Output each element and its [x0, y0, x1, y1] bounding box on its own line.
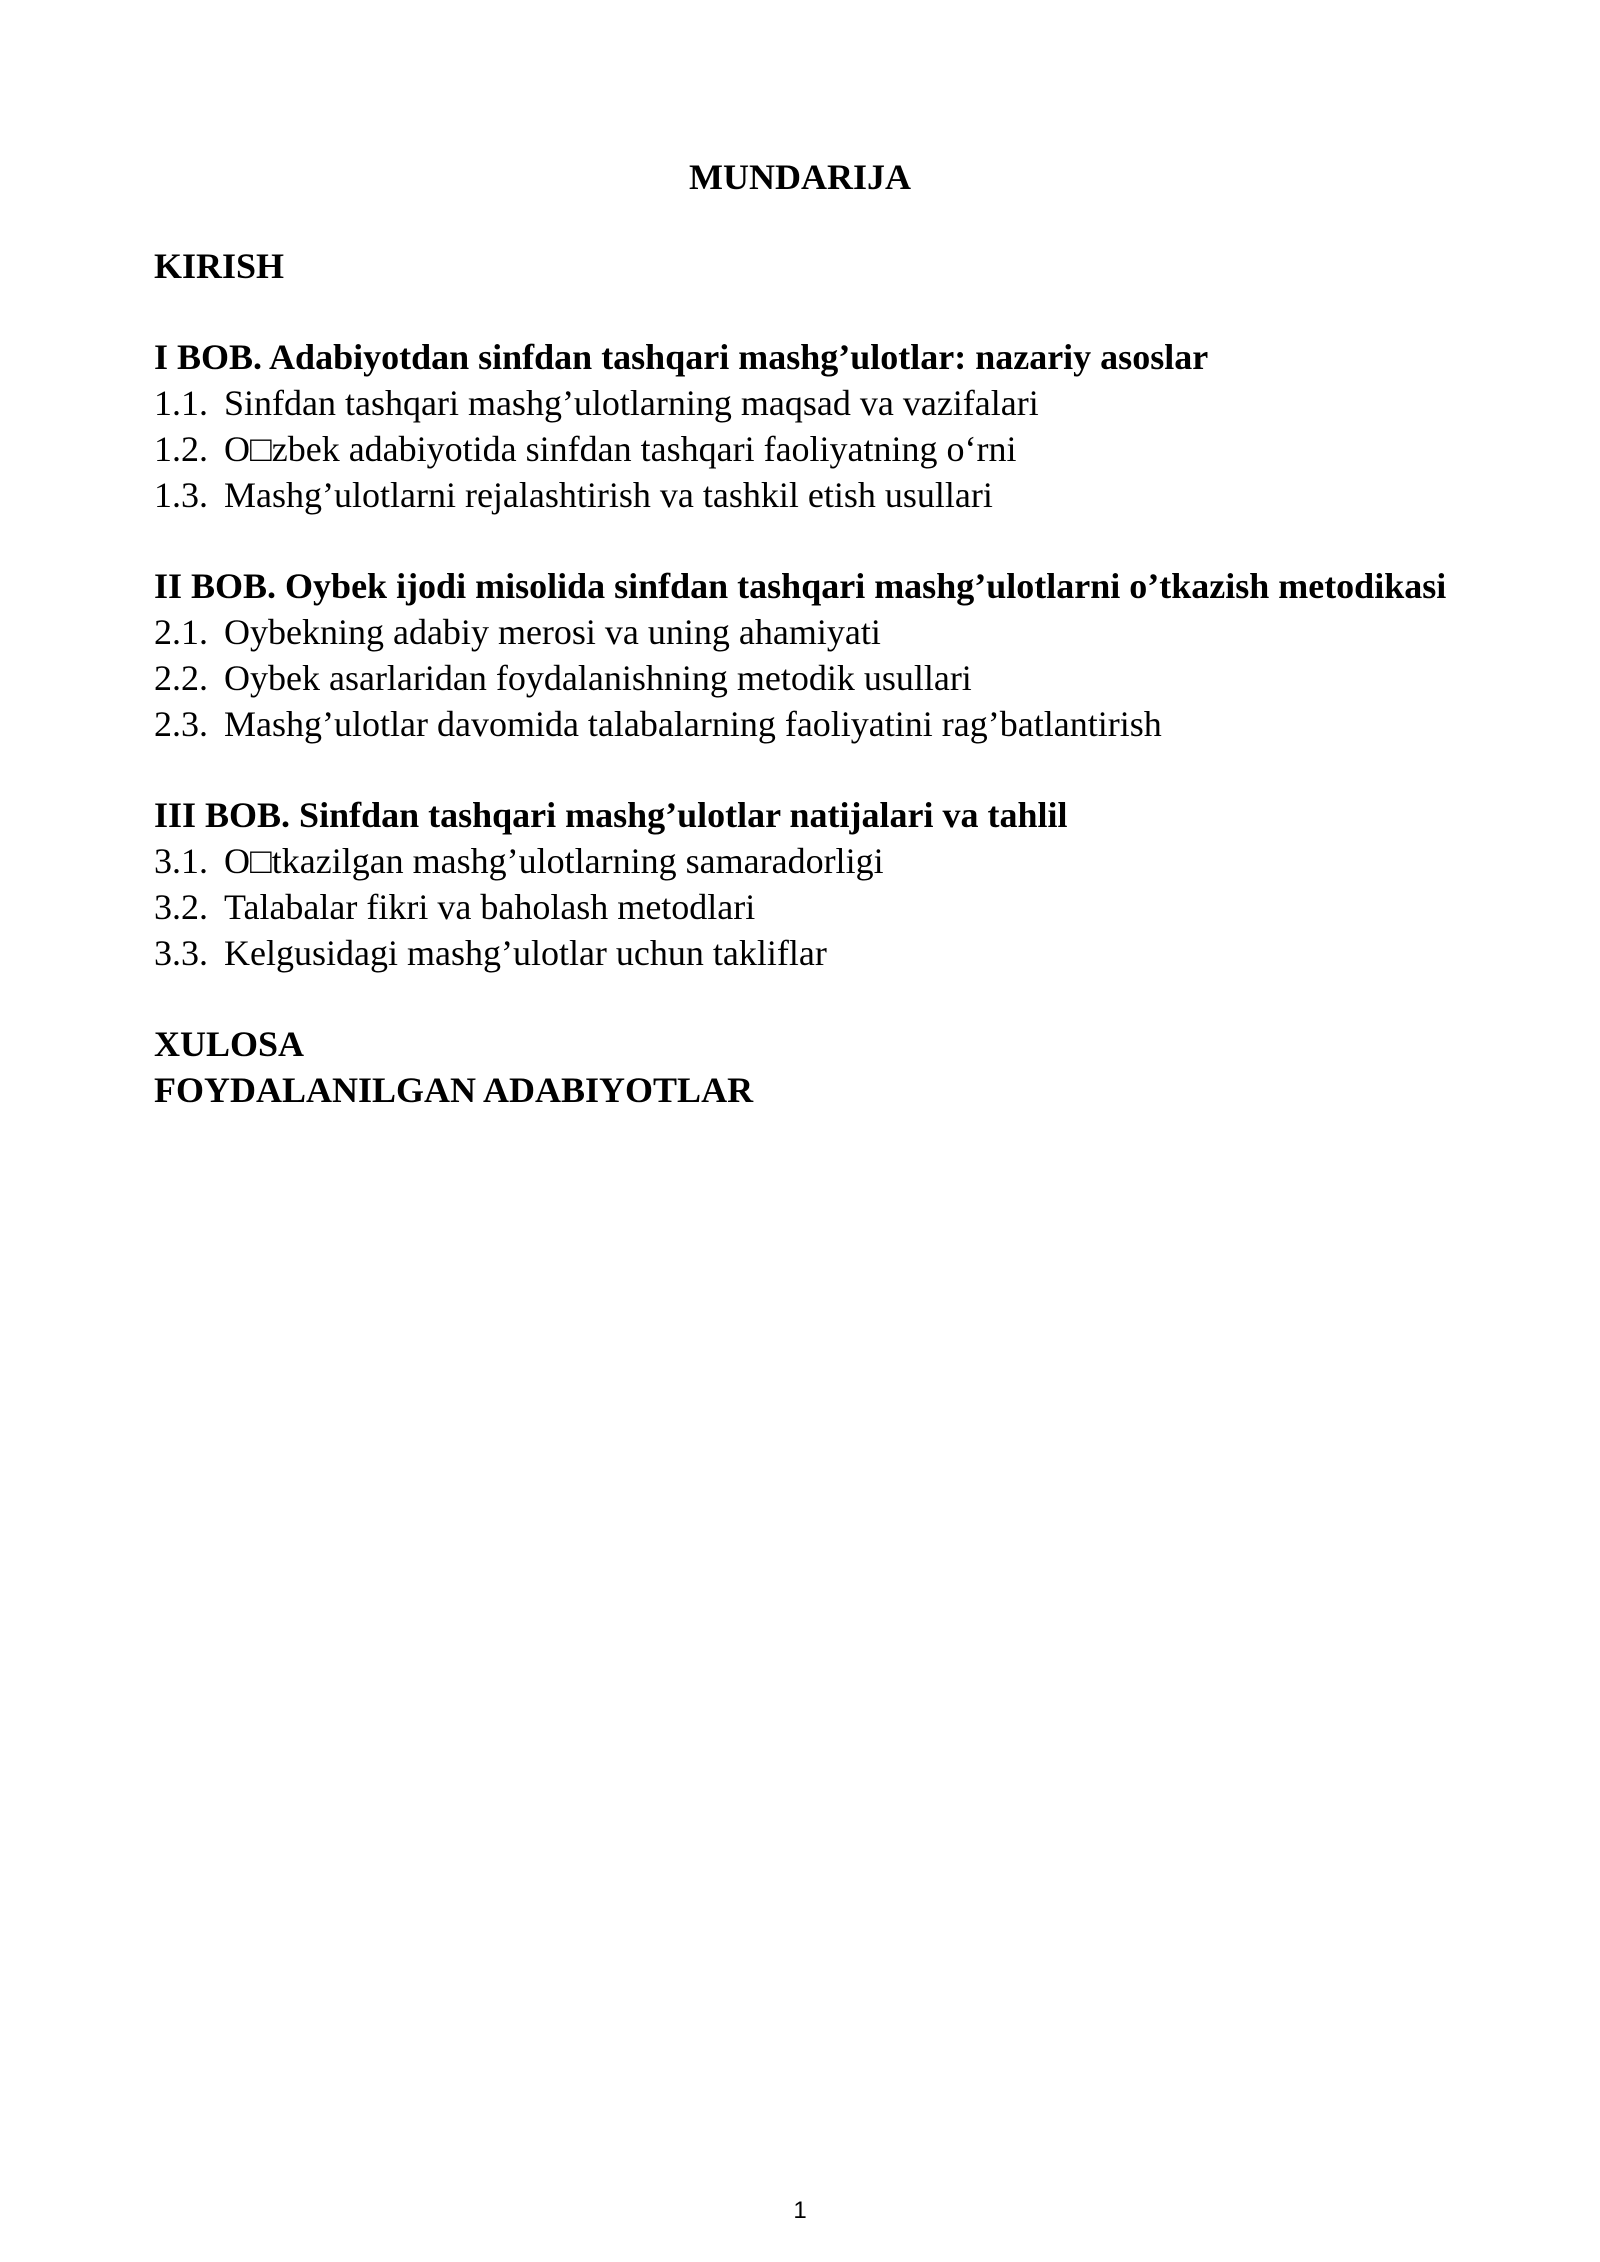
section-title: Sinfdan tashqari mashg’ulotlarning maqsad va vazifalari — [224, 383, 1039, 423]
section-number: 3.3. — [154, 933, 208, 973]
section-number: 2.2. — [154, 658, 208, 698]
section-number: 2.1. — [154, 612, 208, 652]
section-number: 2.3. — [154, 704, 208, 744]
toc-section-2-3 — [154, 701, 1554, 747]
toc-section-1-1 — [154, 380, 1554, 426]
toc-section-3-1 — [154, 838, 1554, 884]
page-number: 1 — [793, 2197, 807, 2224]
section-title: Mashg’ulotlar davomida talabalarning faoliyatini rag’batlantirish — [224, 704, 1162, 744]
section-number: 1.1. — [154, 383, 208, 423]
section-title: Talabalar fikri va baholash metodlari — [224, 887, 756, 927]
section-title: O□zbek adabiyotida sinfdan tashqari faoliyatning o‘rni — [224, 429, 1017, 469]
toc-intro: KIRISH — [154, 246, 285, 286]
toc-section-2-1 — [154, 609, 1554, 655]
toc-references: FOYDALANILGAN ADABIYOTLAR — [154, 1070, 754, 1110]
section-title: Mashg’ulotlarni rejalashtirish va tashkil etish usullari — [224, 475, 993, 515]
chapter-3-heading: III BOB. Sinfdan tashqari mashg’ulotlar natijalari va tahlil — [154, 795, 1068, 835]
section-number: 3.1. — [154, 841, 208, 881]
section-number: 1.2. — [154, 429, 208, 469]
toc-conclusion: XULOSA — [154, 1024, 305, 1064]
section-title: O□tkazilgan mashg’ulotlarning samaradorligi — [224, 841, 884, 881]
toc-section-1-3 — [154, 472, 1554, 518]
section-number: 3.2. — [154, 887, 208, 927]
chapter-2-heading: II BOB. Oybek ijodi misolida sinfdan tashqari mashg’ulotlarni o’tkazish metodikasi — [154, 566, 1447, 606]
toc-section-3-3 — [154, 930, 1554, 976]
page-title: MUNDARIJA — [689, 157, 911, 197]
section-title: Oybekning adabiy merosi va uning ahamiyati — [224, 612, 881, 652]
section-title: Oybek asarlaridan foydalanishning metodik usullari — [224, 658, 972, 698]
toc-section-1-2 — [154, 426, 1554, 472]
chapter-1-heading: I BOB. Adabiyotdan sinfdan tashqari mashg’ulotlar: nazariy asoslar — [154, 337, 1209, 377]
toc-section-3-2 — [154, 884, 1554, 930]
section-number: 1.3. — [154, 475, 208, 515]
toc-section-2-2 — [154, 655, 1554, 701]
section-title: Kelgusidagi mashg’ulotlar uchun takliflar — [224, 933, 827, 973]
table-of-contents — [154, 243, 1554, 1113]
